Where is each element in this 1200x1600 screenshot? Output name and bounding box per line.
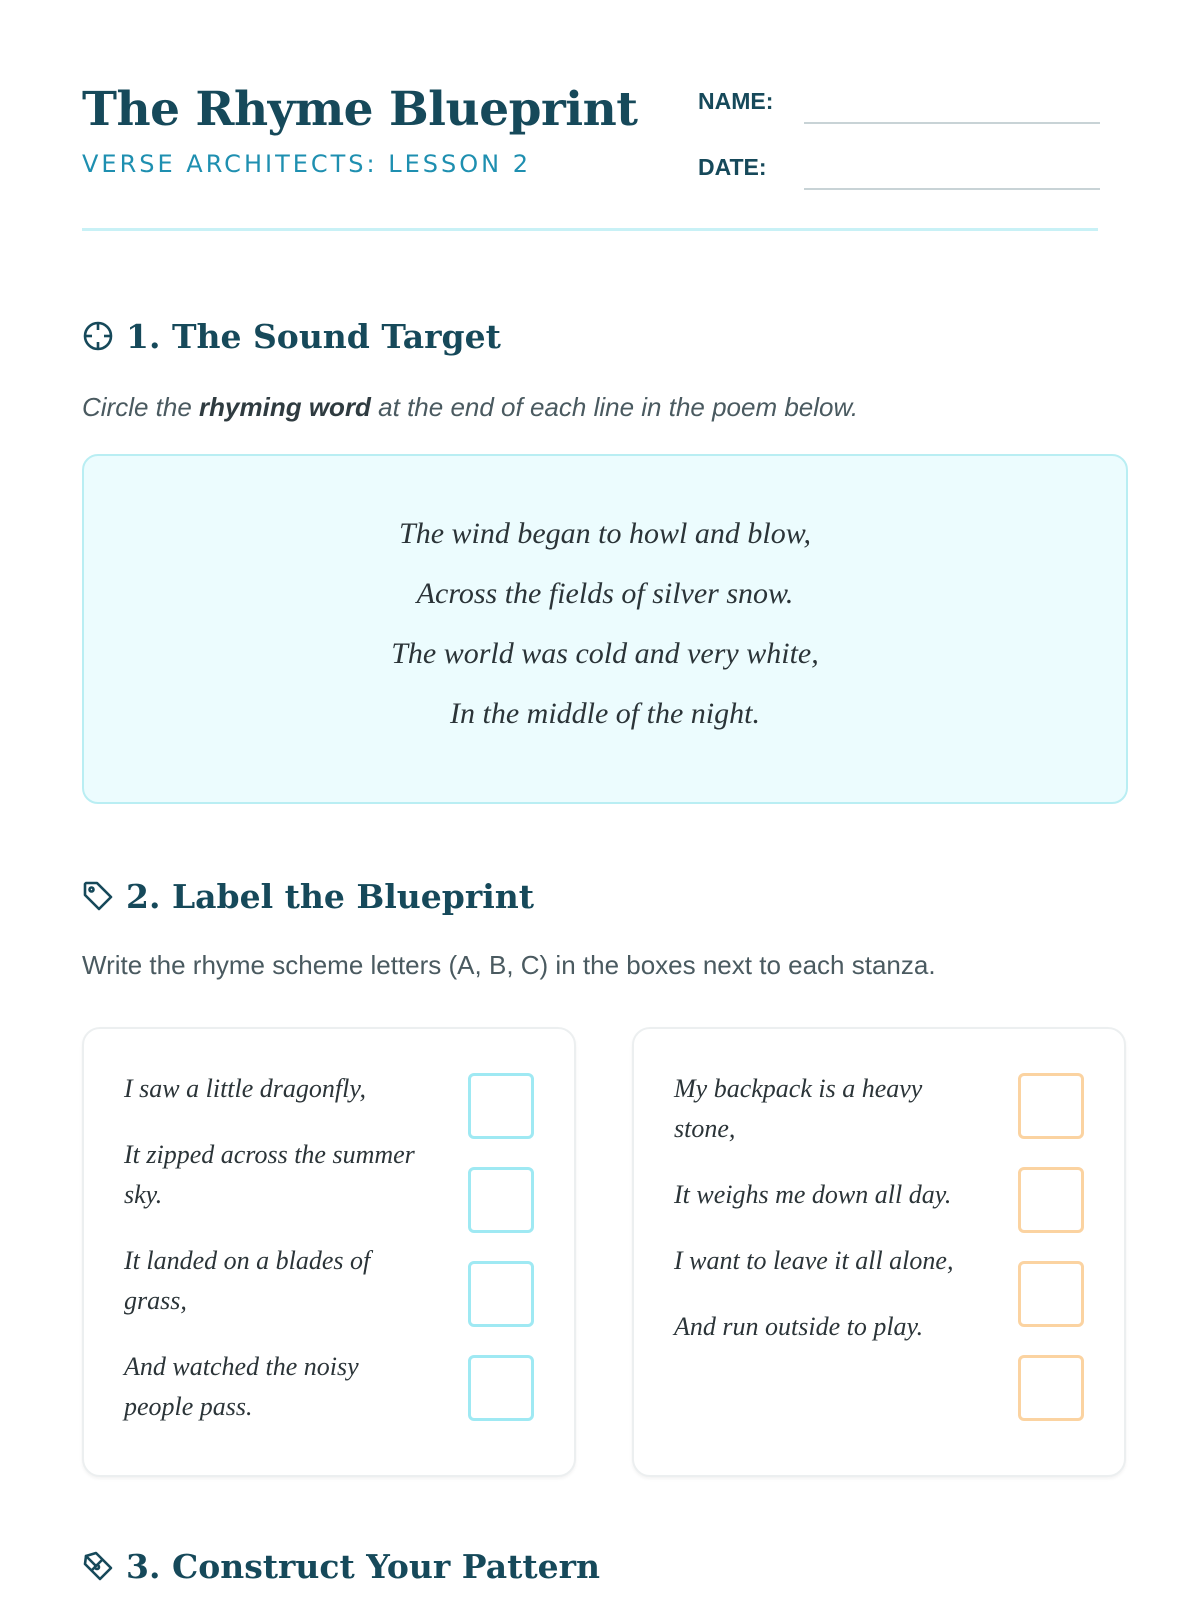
name-field[interactable] [698,88,1100,128]
poem-box [82,454,1128,804]
stanza-card-right [632,1027,1126,1477]
rhyme-letter-box[interactable] [1018,1355,1084,1421]
name-label: NAME: [698,88,774,114]
poem-line[interactable]: Across the fields of silver snow. [416,577,794,610]
stanza-line: I saw a little dragonfly, [124,1074,366,1103]
date-label: DATE: [698,154,767,180]
section-2-heading [82,874,534,918]
poem-line[interactable]: The world was cold and very white, [391,637,819,670]
rhyme-letter-box[interactable] [468,1167,534,1233]
page-title: The Rhyme Blueprint [82,82,638,137]
rhyme-letter-box[interactable] [468,1355,534,1421]
section-3-title: 3. Construct Your Pattern [126,1546,600,1586]
instruction-part-1: Circle the [82,392,200,422]
page-subtitle: VERSE ARCHITECTS: LESSON 2 [82,150,532,178]
stanza-line: It landed on a blades of grass, [124,1246,371,1315]
crosshair-icon [82,320,114,352]
pen-icon [82,1550,114,1582]
rhyme-letter-box[interactable] [468,1261,534,1327]
stanza-line: It weighs me down all day. [674,1180,952,1209]
section-1-title: 1. The Sound Target [126,316,501,356]
stanza-line: My backpack is a heavy stone, [674,1074,923,1143]
instruction-part-2: at the end of each line in the poem below. [370,392,859,422]
name-line[interactable] [804,122,1100,124]
section-1-heading [82,314,501,358]
stanza-line: It zipped across the summer sky. [124,1140,415,1209]
worksheet-header [82,78,1098,228]
tag-icon [82,880,114,912]
date-field[interactable] [698,154,1100,194]
rhyme-letter-box[interactable] [1018,1167,1084,1233]
instruction-bold: rhyming word [199,392,371,422]
poem-line[interactable]: In the middle of the night. [450,697,760,730]
poem-line[interactable]: The wind began to howl and blow, [399,517,811,550]
rhyme-letter-box[interactable] [1018,1073,1084,1139]
section-2-title: 2. Label the Blueprint [126,876,534,916]
stanza-card-left [82,1027,576,1477]
header-divider [82,228,1098,231]
stanza-line: And run outside to play. [674,1312,924,1341]
section-2-instruction: Write the rhyme scheme letters (A, B, C) in the boxes next to each stanza. [82,950,936,980]
rhyme-letter-box[interactable] [468,1073,534,1139]
stanza-line: And watched the noisy people pass. [124,1352,359,1421]
section-1-instruction [82,392,858,423]
date-line[interactable] [804,188,1100,190]
rhyme-letter-box[interactable] [1018,1261,1084,1327]
section-3-heading [82,1544,600,1588]
stanza-line: I want to leave it all alone, [674,1246,954,1275]
